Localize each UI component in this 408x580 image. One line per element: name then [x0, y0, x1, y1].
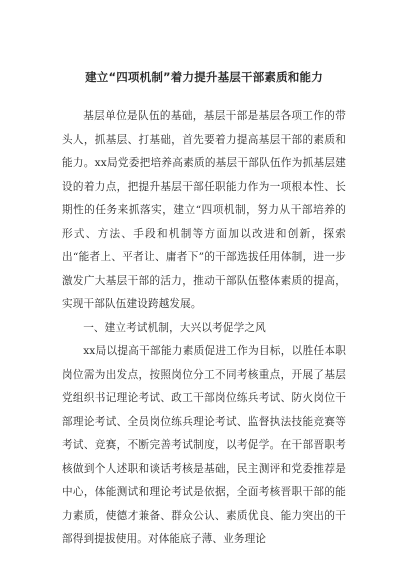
section-heading-1: 一、建立考试机制，大兴以考促学之风 [83, 321, 266, 334]
paragraph-section-1: xx局以提高干部能力素质促进工作为目标，以胜任本职岗位需为出发点，按照岗位分工不同考核重点，开展了基层党组织书记理论考试、政工干部岗位练兵考试、防火岗位干部理论考试、全员岗位练兵理论考试、监督执法技能竞赛等考试、竞赛，不断完善考试制度，以考促学。在干部晋职考核做到个人述职和谈话考核是基础，民主测评和党委推荐是中心，体能测试和理论考试是依据，全面考核晋职干部的能力素质，使德才兼备、群众公认、素质优良、能力突出的干部得到提拔使用。对体能底子薄、业务理论 [62, 345, 346, 545]
paragraph-intro: 基层单位是队伍的基础，基层干部是基层各项工作的带头人，抓基层、打基础，首先要着力提高基层干部的素质和能力。xx局党委把培养高素质的基层干部队伍作为抓基层建设的着力点，把提升基层干部任职能力作为一项根本性、长期性的任务来抓落实，建立“四项机制，努力从干部培养的形式、方法、手段和机制等方面加以改进和创新，探索出“能者上、平者让、庸者下”的干部选拔任用体制，进一步激发广大基层干部的活力，推动干部队伍整体素质的提高，实现干部队伍建设跨越发展。 [62, 110, 346, 310]
document-title: 建立“四项机制”着力提升基层干部素质和能力 [85, 70, 323, 84]
